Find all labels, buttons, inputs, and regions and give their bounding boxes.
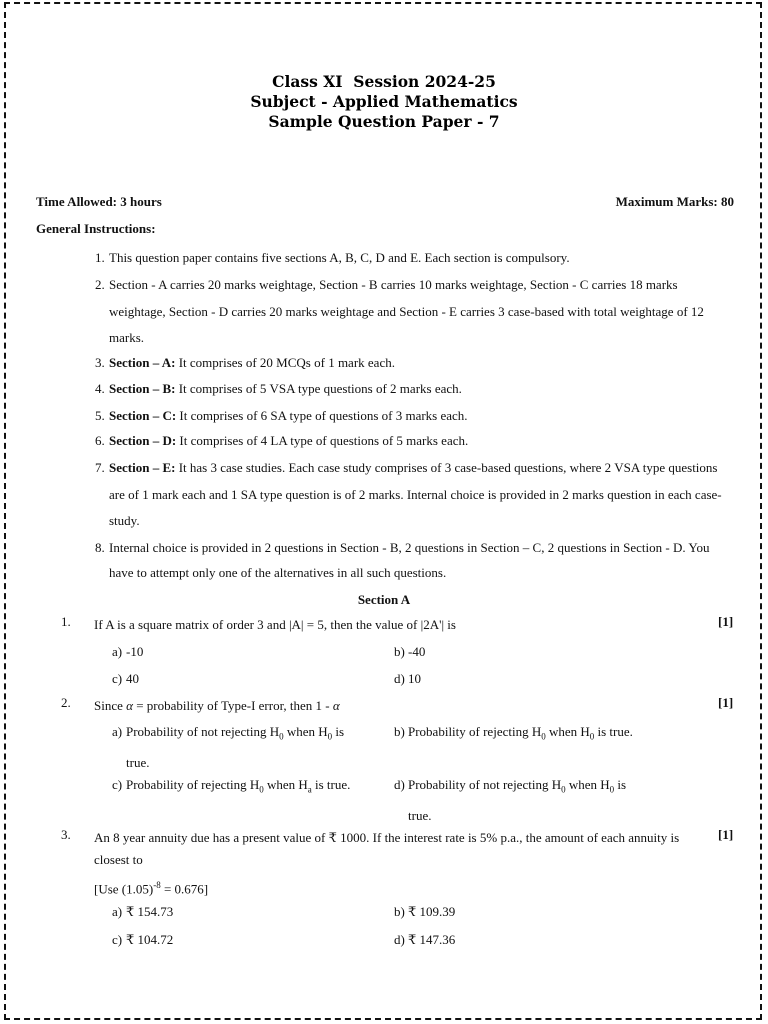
option-d[interactable]: d) 10 <box>394 671 421 686</box>
time-allowed: Time Allowed: 3 hours <box>36 194 162 209</box>
option-b[interactable]: b) ₹ 109.39 <box>394 904 456 919</box>
paper-title: Sample Question Paper - 7 <box>268 112 500 131</box>
maximum-marks: Maximum Marks: 80 <box>615 194 734 209</box>
instruction-item: 6. Section – D: It comprises of 4 LA type of questions of 5 marks each. <box>95 433 469 448</box>
instruction-item: 4. Section – B: It comprises of 5 VSA type questions of 2 marks each. <box>95 381 462 396</box>
exam-meta <box>36 194 734 210</box>
subject-title: Subject - Applied Mathematics <box>250 92 518 111</box>
option-a[interactable]: a) Probability of not rejecting $H_0$ when $H_0$ is true. <box>112 724 345 770</box>
option-c[interactable]: c) ₹ 104.72 <box>112 932 174 947</box>
option-b[interactable]: b) -40 <box>394 644 426 659</box>
question-text: An 8 year annuity due has a present value of ₹ 1000. If the interest rate is 5% p.a., the amount of each annuity is closest to <box>94 830 680 867</box>
class-session-title: Class XI Session 2024-25 <box>272 72 496 91</box>
question-marks: [1] <box>718 827 734 842</box>
section-a-heading: Section A <box>357 592 411 607</box>
question-marks: [1] <box>718 614 734 629</box>
instruction-item: 8. Internal choice is provided in 2 questions in Section - B, 2 questions in Section – C, 2 questions in Section - D. You have to attempt only one of the alternatives in all such questions. <box>95 540 710 580</box>
question-marks: [1] <box>718 695 734 710</box>
option-d[interactable]: d) Probability of not rejecting $H_0$ when $H_0$ is true. <box>394 777 627 823</box>
instruction-item: 3. Section – A: It comprises of 20 MCQs of 1 mark each. <box>95 355 395 370</box>
instruction-item: 7. Section – E: It has 3 case studies. Each case study comprises of 3 case-based questions, where 2 VSA type questions are of 1 mark each and 1 SA type question is of 2 marks. Internal choice is provided in 2 marks question in each case-study. <box>95 460 722 528</box>
instruction-item: 2. Section - A carries 20 marks weightage, Section - B carries 10 marks weightage, Section - C carries 18 marks weightage, Section - D carries 20 marks weightage and Section - E carries 3 case-based with total weightage of 12 marks. <box>95 277 704 345</box>
question-number: 3. <box>61 827 71 842</box>
question-number: 2. <box>61 695 71 710</box>
option-a[interactable]: a) ₹ 154.73 <box>112 904 174 919</box>
general-instructions-label: General Instructions: <box>36 221 156 236</box>
option-c[interactable]: c) Probability of rejecting $H_0$ when $H_a$ is true. <box>112 777 351 795</box>
option-d[interactable]: d) ₹ 147.36 <box>394 932 456 947</box>
question-text: If A is a square matrix of order 3 and |A| = 5, then the value of |2A'| is <box>94 617 456 632</box>
option-a[interactable]: a) -10 <box>112 644 144 659</box>
question-number: 1. <box>61 614 71 629</box>
instruction-item: 1. This question paper contains five sections A, B, C, D and E. Each section is compulsory. <box>95 250 570 265</box>
option-b[interactable]: b) Probability of rejecting $H_0$ when $H_0$ is true. <box>394 724 633 742</box>
option-c[interactable]: c) 40 <box>112 671 139 686</box>
paper-header <box>0 72 768 132</box>
instruction-item: 5. Section – C: It comprises of 6 SA type of questions of 3 marks each. <box>95 408 468 423</box>
question-text: Since α = probability of Type-I error, then 1 - α <box>94 698 340 713</box>
